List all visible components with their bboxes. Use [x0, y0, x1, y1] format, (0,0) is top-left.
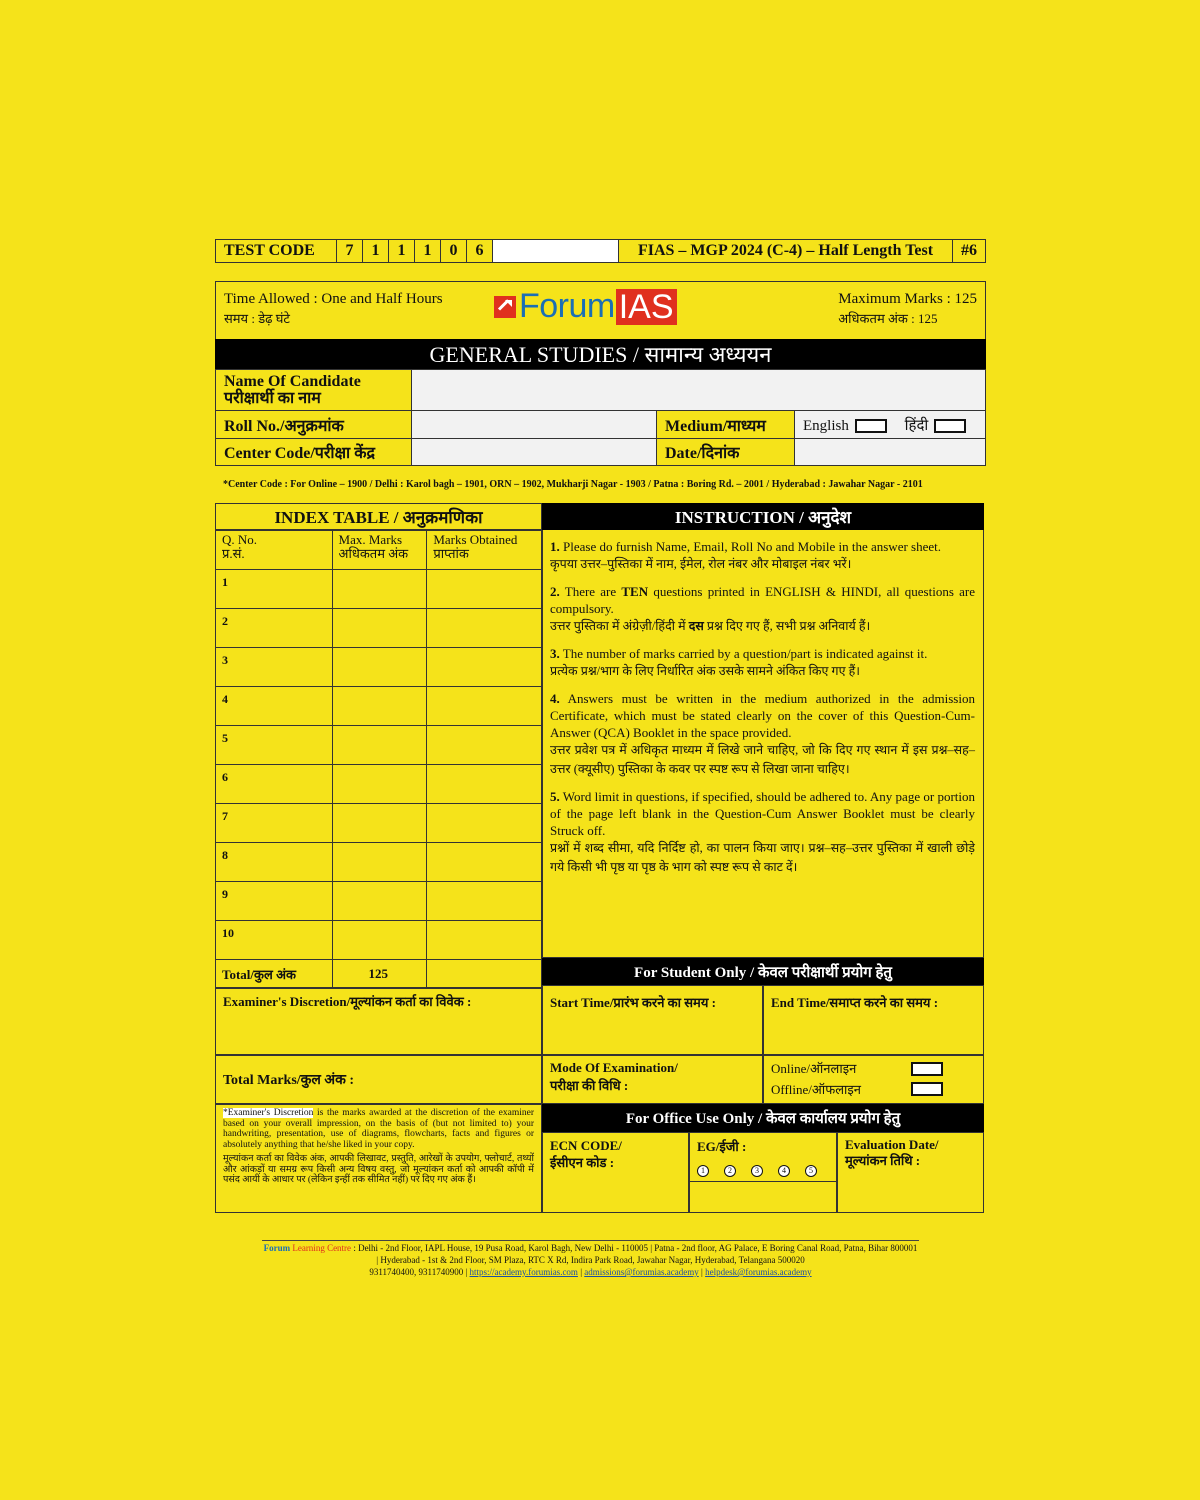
total-label: Total/कुल अंक — [216, 960, 333, 989]
office-use-title: For Office Use Only / केवल कार्यालय प्रयोग हेतु — [542, 1104, 984, 1132]
date-field[interactable] — [795, 439, 986, 466]
logo-forum-text: Forum — [519, 287, 615, 325]
ecn-code-label: ECN CODE/ — [550, 1138, 622, 1153]
candidate-details-table — [215, 369, 986, 466]
instruction-item — [550, 690, 975, 779]
col-qno-hi: प्र.सं. — [222, 546, 245, 561]
evaluation-date-box[interactable] — [837, 1132, 984, 1213]
row-qno: 6 — [216, 765, 333, 804]
item-text-en: There are — [564, 584, 622, 599]
row-obtained[interactable] — [427, 726, 542, 765]
table-row — [216, 804, 542, 843]
footer-address-block — [262, 1242, 919, 1266]
eg-option[interactable]: 5 — [805, 1165, 817, 1177]
table-row — [216, 843, 542, 882]
total-marks-box[interactable] — [215, 1055, 542, 1104]
offline-option — [771, 1079, 976, 1100]
item-text-en: Answers must be written in the medium authorized in the admission Certificate, which must be stated clearly on the cover of this Question-Cum-Answer (QCA) Booklet in the space provided. — [550, 691, 975, 740]
item-text-en: Word limit in questions, if specified, should be adhered to. Any page or portion of the page left blank in the Question-Cum Answer Booklet must be clearly Struck off. — [550, 789, 976, 838]
test-number: #6 — [961, 242, 977, 259]
instruction-list — [542, 530, 984, 958]
roll-field[interactable] — [412, 411, 657, 439]
item-number: 1. — [550, 539, 560, 554]
mode-box — [542, 1055, 763, 1104]
footer-brand-centre: Learning Centre — [290, 1243, 352, 1253]
col-obtained — [427, 531, 542, 570]
end-time-label: End Time/समाप्त करने का समय : — [771, 995, 939, 1010]
center-code-label: Center Code/परीक्षा केंद्र — [216, 439, 412, 466]
row-max[interactable] — [332, 687, 427, 726]
examiner-note — [215, 1104, 542, 1213]
footer-contacts: 9311740400, 9311740900 | https://academy.forumias.com | admissions@forumias.academy | helpdesk@forumias.academy — [369, 1267, 812, 1277]
row-qno: 2 — [216, 609, 333, 648]
item-text-hi-pre: उत्तर पुस्तिका में अंग्रेज़ी/हिंदी में — [550, 619, 689, 633]
medium-options — [795, 411, 986, 439]
max-marks-en: Maximum Marks : 125 — [838, 291, 977, 307]
row-qno: 9 — [216, 882, 333, 921]
row-obtained[interactable] — [427, 609, 542, 648]
table-row — [216, 921, 542, 960]
hindi-label: हिंदी — [904, 417, 929, 434]
item-text-en-bold: TEN — [621, 584, 649, 599]
footer-address: : Delhi - 2nd Floor, IAPL House, 19 Pusa Road, Karol Bagh, New Delhi - 110005 | Patna - 2nd floor, AG Palace, E Boring Canal Road, Patna, Bihar 800001 | Hyderabad - 1st & 2nd Floor, SM Plaza, RTC X Rd, Indira Park Road, Jawahar Nagar, Hyderabad, Telangana 500020 — [353, 1243, 918, 1265]
instruction-title: INSTRUCTION / अनुदेश — [542, 503, 984, 530]
item-number: 4. — [550, 691, 560, 706]
item-text-hi-bold: दस — [688, 619, 704, 633]
name-label-hi: परीक्षार्थी का नाम — [224, 390, 321, 407]
col-qno-en: Q. No. — [222, 532, 258, 547]
time-allowed — [224, 289, 443, 329]
start-time-box[interactable] — [542, 985, 763, 1055]
item-text-hi: उत्तर प्रवेश पत्र में अधिकृत माध्यम में लिखे जाने चाहिए, जो कि दिए गए स्थान में इस प्रश्न–सह–उत्तर (क्यूसीए) पुस्तिका के कवर पर स्पष्ट रूप से लिखा जाना चाहिए। — [550, 743, 975, 776]
item-number: 5. — [550, 789, 560, 804]
table-row — [216, 726, 542, 765]
center-code-field[interactable] — [412, 439, 657, 466]
item-text-hi: कृपया उत्तर–पुस्तिका में नाम, ईमेल, रोल नंबर और मोबाइल नंबर भरें। — [550, 557, 852, 571]
instruction-item — [550, 538, 975, 574]
total-marks-label: Total Marks/कुल अंक : — [223, 1073, 355, 1088]
time-allowed-en: Time Allowed : One and Half Hours — [224, 291, 443, 307]
mode-options — [763, 1055, 984, 1104]
col-obt-hi: प्राप्तांक — [433, 546, 469, 561]
student-only-title: For Student Only / केवल परीक्षार्थी प्रयोग हेतु — [542, 958, 984, 985]
test-code-blank — [493, 240, 619, 262]
item-text-hi: प्रत्येक प्रश्न/भाग के लिए निर्धारित अंक उसके सामने अंकित किए गए हैं। — [550, 664, 860, 678]
online-option — [771, 1058, 976, 1079]
footer-link-admissions[interactable]: admissions@forumias.academy — [584, 1267, 699, 1277]
item-text-hi-post: प्रश्न दिए गए हैं, सभी प्रश्न अनिवार्य हैं। — [703, 619, 871, 633]
test-code-digit: 0 — [441, 240, 467, 262]
col-max — [332, 531, 427, 570]
row-obtained[interactable] — [427, 804, 542, 843]
eg-options — [690, 1160, 836, 1182]
row-obtained[interactable] — [427, 570, 542, 609]
col-max-hi: अधिकतम अंक — [338, 546, 409, 561]
row-max[interactable] — [332, 726, 427, 765]
online-label: Online/ऑनलाइन — [771, 1061, 857, 1076]
end-time-box[interactable] — [763, 985, 984, 1055]
footer-brand-forum: Forum — [263, 1243, 291, 1253]
test-code-digit: 6 — [467, 240, 493, 262]
row-obtained[interactable] — [427, 648, 542, 687]
row-max[interactable] — [332, 609, 427, 648]
test-title: FIAS – MGP 2024 (C-4) – Half Length Test — [619, 240, 953, 262]
item-text-en: questions printed in ENGLISH & HINDI, all questions are compulsory. — [550, 584, 975, 616]
eg-option[interactable]: 2 — [724, 1165, 736, 1177]
start-time-label: Start Time/प्रारंभ करने का समय : — [550, 995, 716, 1010]
footer-divider — [262, 1240, 919, 1241]
mode-label-hi: परीक्षा की विधि : — [550, 1078, 629, 1093]
max-marks-hi: अधिकतम अंक : 125 — [838, 311, 938, 326]
test-code-label: TEST CODE — [216, 240, 337, 262]
english-label: English — [803, 417, 849, 434]
row-max[interactable] — [332, 921, 427, 960]
test-code-digit: 1 — [415, 240, 441, 262]
row-max[interactable] — [332, 570, 427, 609]
evaluation-date-label: Evaluation Date/ — [845, 1137, 939, 1152]
item-text-en: Please do furnish Name, Email, Roll No and Mobile in the answer sheet. — [563, 539, 942, 554]
total-row — [216, 960, 542, 989]
row-qno: 3 — [216, 648, 333, 687]
examiner-discretion-box[interactable] — [215, 987, 542, 1055]
eg-box — [689, 1132, 837, 1213]
ecn-code-label-hi: ईसीएन कोड : — [550, 1155, 615, 1170]
name-field[interactable] — [412, 370, 986, 411]
eg-option[interactable]: 4 — [778, 1165, 790, 1177]
row-obtained[interactable] — [427, 687, 542, 726]
logo-ias-text: IAS — [616, 289, 677, 325]
row-obtained[interactable] — [427, 882, 542, 921]
total-value: 125 — [332, 960, 427, 989]
row-max[interactable] — [332, 843, 427, 882]
index-table — [215, 530, 542, 989]
examiner-discretion-label: Examiner's Discretion/मूल्यांकन कर्ता का विवेक : — [223, 994, 472, 1009]
footer — [262, 1242, 919, 1278]
footer-link-helpdesk[interactable]: helpdesk@forumias.academy — [705, 1267, 812, 1277]
footer-phones: 9311740400, 9311740900 — [369, 1267, 464, 1277]
item-number: 3. — [550, 646, 560, 661]
test-code-digit: 7 — [337, 240, 363, 262]
offline-checkbox[interactable] — [911, 1082, 943, 1096]
row-qno: 8 — [216, 843, 333, 882]
eg-label: EG/ईजी : — [697, 1139, 747, 1154]
arrow-icon — [494, 296, 516, 318]
row-obtained[interactable] — [427, 843, 542, 882]
row-qno: 10 — [216, 921, 333, 960]
mode-label: Mode Of Examination/ — [550, 1060, 678, 1075]
index-table-title: INDEX TABLE / अनुक्रमणिका — [215, 503, 542, 530]
row-obtained[interactable] — [427, 921, 542, 960]
eg-option[interactable]: 3 — [751, 1165, 763, 1177]
date-label: Date/दिनांक — [657, 439, 795, 466]
examiner-note-hi: मूल्यांकन कर्ता का विवेक अंक, आपकी लिखावट, प्रस्तुति, आरेखों के उपयोग, फ्लोचार्ट, तथ्यों और आंकड़ों या समग्र रूप किसी अन्य विषय वस्तु, जो मूल्यांकन कर्ता को आपकी कॉपी में पसंद आयी के आधार पर (लेकिन इन्हीं तक सीमित नहीं) पर दिए गए अंक हैं। — [223, 1154, 534, 1185]
hindi-checkbox[interactable] — [934, 419, 966, 433]
table-row — [216, 882, 542, 921]
item-number: 2. — [550, 584, 560, 599]
examiner-note-en-text: is the marks awarded at the discretion of the examiner based on your overall impression, on the basis of (but not limited to) your handwriting, presentation, use of diagrams, flowcharts, facts and figures or absolutely anything that he/she liked in your copy. — [223, 1108, 534, 1150]
item-text-hi — [550, 617, 975, 636]
row-max[interactable] — [332, 765, 427, 804]
evaluation-date-label-hi: मूल्यांकन तिथि : — [845, 1153, 921, 1168]
col-obt-en: Marks Obtained — [433, 532, 518, 547]
row-max[interactable] — [332, 804, 427, 843]
roll-label: Roll No./अनुक्रमांक — [216, 411, 412, 439]
name-label — [216, 370, 412, 411]
row-qno: 4 — [216, 687, 333, 726]
total-obtained[interactable] — [427, 960, 542, 989]
medium-label: Medium/माध्यम — [657, 411, 795, 439]
row-qno: 5 — [216, 726, 333, 765]
item-text-hi: प्रश्नों में शब्द सीमा, यदि निर्दिष्ट हो, का पालन किया जाए। प्रश्न–सह–उत्तर पुस्तिका में खाली छोड़े गये किसी भी पृष्ठ या पृष्ठ के भाग को स्पष्ट रूप से काट दें। — [550, 841, 975, 874]
instruction-item — [550, 788, 975, 877]
test-code-bar — [215, 239, 986, 263]
item-text-en: The number of marks carried by a question/part is indicated against it. — [562, 646, 928, 661]
name-label-en: Name Of Candidate — [224, 373, 361, 390]
table-row — [216, 765, 542, 804]
table-row — [216, 687, 542, 726]
test-code-digit: 1 — [389, 240, 415, 262]
online-checkbox[interactable] — [911, 1062, 943, 1076]
subject-title: GENERAL STUDIES / सामान्य अध्ययन — [215, 339, 986, 369]
instruction-item — [550, 645, 975, 681]
col-qno — [216, 531, 333, 570]
ecn-code-box[interactable] — [542, 1132, 689, 1213]
table-row — [216, 648, 542, 687]
table-row — [216, 570, 542, 609]
footer-link-academy[interactable]: https://academy.forumias.com — [469, 1267, 578, 1277]
max-marks — [838, 289, 977, 329]
paper-header — [215, 281, 986, 339]
english-checkbox[interactable] — [855, 419, 887, 433]
row-max[interactable] — [332, 882, 427, 921]
offline-label: Offline/ऑफलाइन — [771, 1082, 862, 1097]
row-max[interactable] — [332, 648, 427, 687]
examiner-note-en-highlight: *Examiner's Discretion — [223, 1108, 314, 1118]
row-qno: 7 — [216, 804, 333, 843]
forumias-logo — [494, 287, 677, 326]
table-row — [216, 609, 542, 648]
examiner-note-en — [223, 1108, 534, 1150]
time-allowed-hi: समय : डेढ़ घंटे — [224, 311, 290, 326]
center-code-note: *Center Code : For Online – 1900 / Delhi : Karol bagh – 1901, ORN – 1902, Mukharji Nagar - 1903 / Patna : Boring Rd. – 2001 / Hyderabad : Jawahar Nagar - 2101 — [223, 479, 923, 490]
test-code-digit: 1 — [363, 240, 389, 262]
col-max-en: Max. Marks — [338, 532, 403, 547]
eg-option[interactable]: 1 — [697, 1165, 709, 1177]
row-obtained[interactable] — [427, 765, 542, 804]
row-qno: 1 — [216, 570, 333, 609]
instruction-item — [550, 583, 975, 636]
